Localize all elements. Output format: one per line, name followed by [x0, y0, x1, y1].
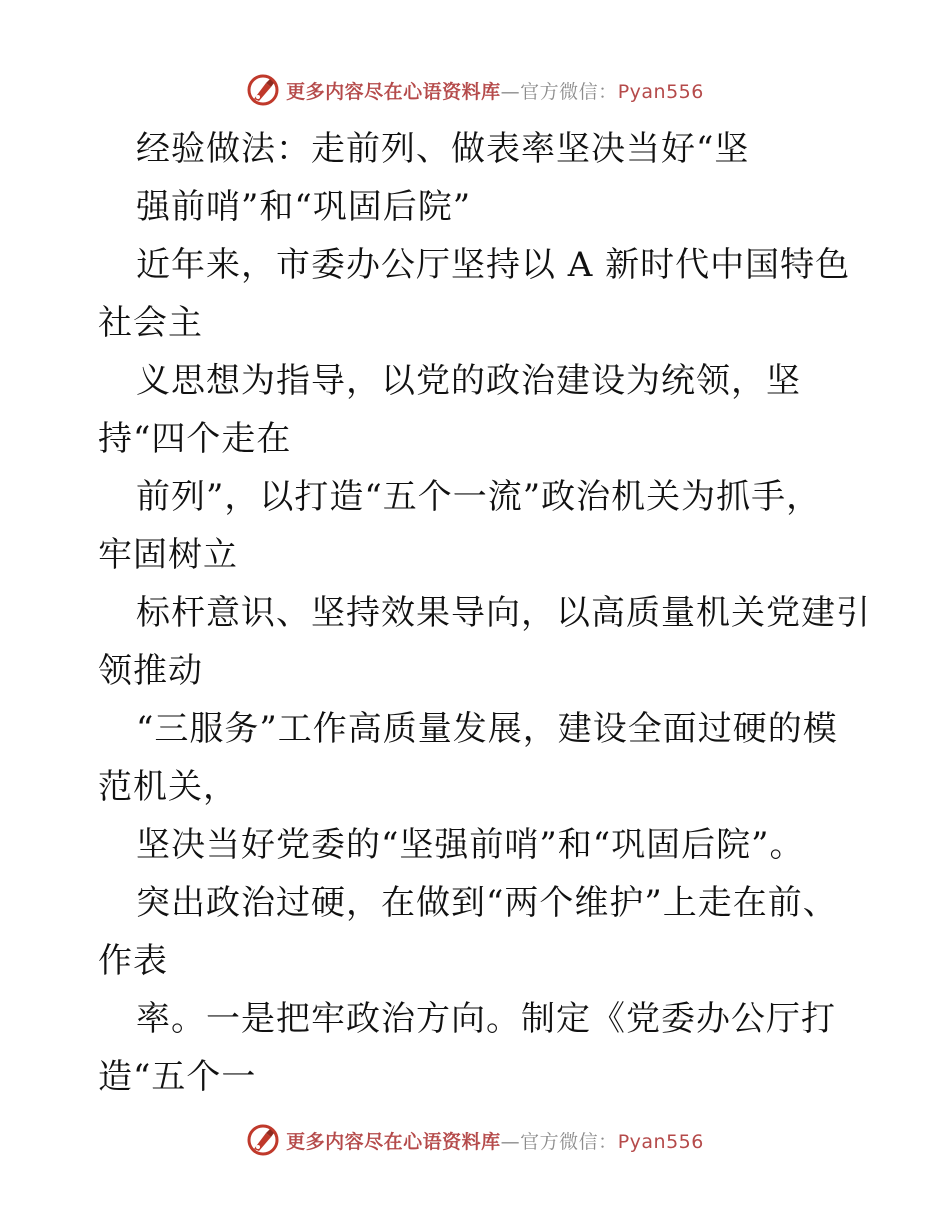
text-line: 强前哨”和“巩固后院” — [136, 187, 472, 227]
watermark-id: Pyan556 — [617, 80, 704, 103]
text-line: 作表 — [98, 941, 168, 981]
watermark-dash: — — [500, 1130, 521, 1153]
watermark-text — [286, 77, 704, 104]
text-line: 持“四个走在 — [98, 419, 292, 459]
watermark-id: Pyan556 — [617, 1130, 704, 1153]
watermark-sub: 官方微信： — [520, 1130, 618, 1153]
text-line: 前列”，以打造“五个一流”政治机关为抓手， — [136, 477, 822, 517]
watermark-text — [286, 1127, 704, 1154]
text-line: 义思想为指导，以党的政治建设为统领，坚 — [136, 361, 801, 401]
watermark-sub: 官方微信： — [520, 80, 618, 103]
text-line: 经验做法：走前列、做表率坚决当好“坚 — [136, 129, 750, 169]
watermark-main: 更多内容尽在心语资料库 — [286, 80, 501, 103]
pen-logo-icon — [246, 1123, 280, 1157]
text-line: 率。一是把牢政治方向。制定《党委办公厅打 — [136, 999, 836, 1039]
text-line: 造“五个一 — [98, 1057, 257, 1097]
document-body — [98, 120, 878, 1106]
text-line: 近年来，市委办公厅坚持以 A 新时代中国特色 — [136, 245, 851, 285]
text-line: 牢固树立 — [98, 535, 238, 575]
footer-watermark — [0, 1120, 950, 1160]
text-line: 领推动 — [98, 651, 203, 691]
text-line: 范机关， — [98, 767, 238, 807]
pen-logo-icon — [246, 73, 280, 107]
text-line: 坚决当好党委的“坚强前哨”和“巩固后院”。 — [136, 825, 805, 865]
text-line: 标杆意识、坚持效果导向，以高质量机关党建引 — [136, 593, 871, 633]
watermark-dash: — — [500, 80, 521, 103]
text-line: “三服务”工作高质量发展，建设全面过硬的模 — [136, 709, 838, 749]
header-watermark — [0, 70, 950, 110]
text-line: 社会主 — [98, 303, 203, 343]
watermark-main: 更多内容尽在心语资料库 — [286, 1130, 501, 1153]
text-line: 突出政治过硬，在做到“两个维护”上走在前、 — [136, 883, 838, 923]
